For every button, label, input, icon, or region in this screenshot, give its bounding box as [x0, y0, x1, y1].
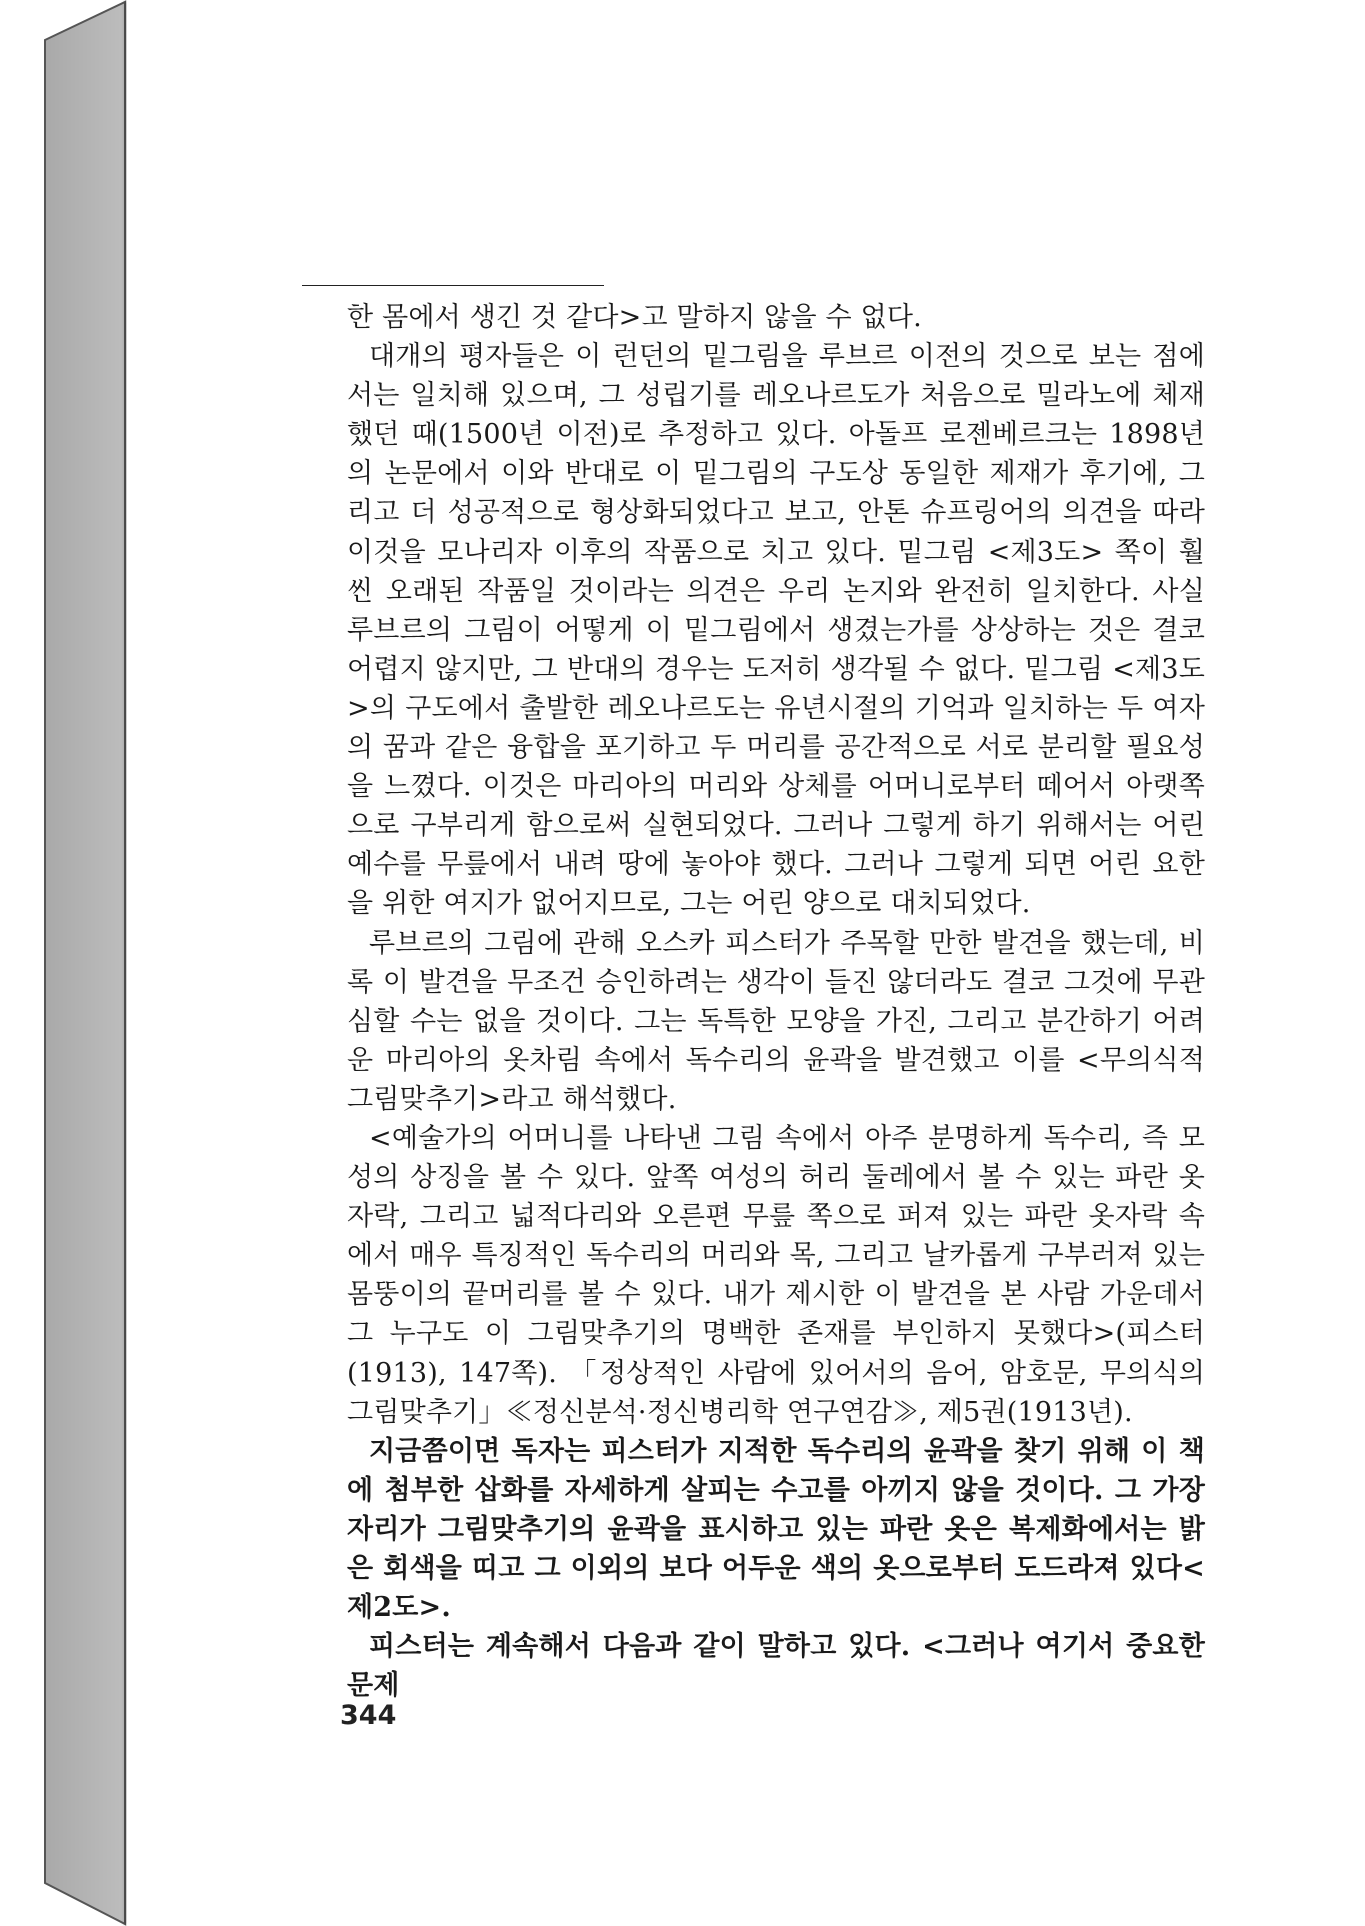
page-number: 344 — [340, 1700, 397, 1731]
paragraph-2: 대개의 평자들은 이 런던의 밑그림을 루브르 이전의 것으로 보는 점에서는 일치해 있으며, 그 성립기를 레오나르도가 처음으로 밀라노에 체재했던 때(1500년 이전)로 추정하고 있다. 아돌프 로젠베르크는 1898년의 논문에서 이와 반대로 이 밑그림의 구도상 동일한 제재가 후기에, 그리고 더 성공적으로 형상화되었다고 보고, 안톤 슈프링어의 의견을 따라 이것을 모나리자 이후의 작품으로 치고 있다. 밑그림 <제3도> 쪽이 훨씬 오래된 작품일 것이라는 의견은 우리 논지와 완전히 일치한다. 사실 루브르의 그림이 어떻게 이 밑그림에서 생겼는가를 상상하는 것은 결코 어렵지 않지만, 그 반대의 경우는 도저히 생각될 수 없다. 밑그림 <제3도>의 구도에서 출발한 레오나르도는 유년시절의 기억과 일치하는 두 여자의 꿈과 같은 융합을 포기하고 두 머리를 공간적으로 서로 분리할 필요성을 느꼈다. 이것은 마리아의 머리와 상체를 어머니로부터 떼어서 아랫쪽으로 구부리게 함으로써 실현되었다. 그러나 그렇게 하기 위해서는 어린 예수를 무릎에서 내려 땅에 놓아야 했다. 그러나 그렇게 되면 어린 요한을 위한 여지가 없어지므로, 그는 어린 양으로 대치되었다. — [347, 341, 1205, 920]
paragraph-4: <예술가의 어머니를 나타낸 그림 속에서 아주 분명하게 독수리, 즉 모성의 상징을 볼 수 있다. 앞쪽 여성의 허리 둘레에서 볼 수 있는 파란 옷자락, 그리고 넓적다리와 오른편 무릎 쪽으로 퍼져 있는 파란 옷자락 속에서 매우 특징적인 독수리의 머리와 목, 그리고 날카롭게 구부러져 있는 몸뚱이의 끝머리를 볼 수 있다. 내가 제시한 이 발견을 본 사람 가운데서 그 누구도 이 그림맞추기의 명백한 존재를 부인하지 못했다>(피스터(1913), 147쪽). 「정상적인 사람에 있어서의 음어, 암호문, 무의식의 그림맞추기」≪정신분석·정신병리학 연구연감≫, 제5권(1913년). — [347, 1122, 1205, 1428]
paragraph-3: 루브르의 그림에 관해 오스카 피스터가 주목할 만한 발견을 했는데, 비록 이 발견을 무조건 승인하려는 생각이 들진 않더라도 결코 그것에 무관심할 수는 없을 것이다. 그는 독특한 모양을 가진, 그리고 분간하기 어려운 마리아의 옷차림 속에서 독수리의 윤곽을 발견했고 이를 <무의식적 그림맞추기>라고 해석했다. — [347, 927, 1205, 1115]
body-text — [347, 298, 1205, 1705]
paragraph-1: 한 몸에서 생긴 것 같다>고 말하지 않을 수 없다. — [347, 302, 922, 333]
paragraph-6: 피스터는 계속해서 다음과 같이 말하고 있다. <그러나 여기서 중요한 문제 — [347, 1631, 1205, 1702]
paragraph-5: 지금쯤이면 독자는 피스터가 지적한 독수리의 윤곽을 찾기 위해 이 책에 첨부한 삽화를 자세하게 살피는 수고를 아끼지 않을 것이다. 그 가장자리가 그림맞추기의 윤곽을 표시하고 있는 파란 옷은 복제화에서는 밝은 회색을 띠고 그 이외의 보다 어두운 색의 옷으로부터 도드라져 있다<제2도>. — [347, 1435, 1205, 1624]
footnote-rule — [302, 285, 604, 286]
